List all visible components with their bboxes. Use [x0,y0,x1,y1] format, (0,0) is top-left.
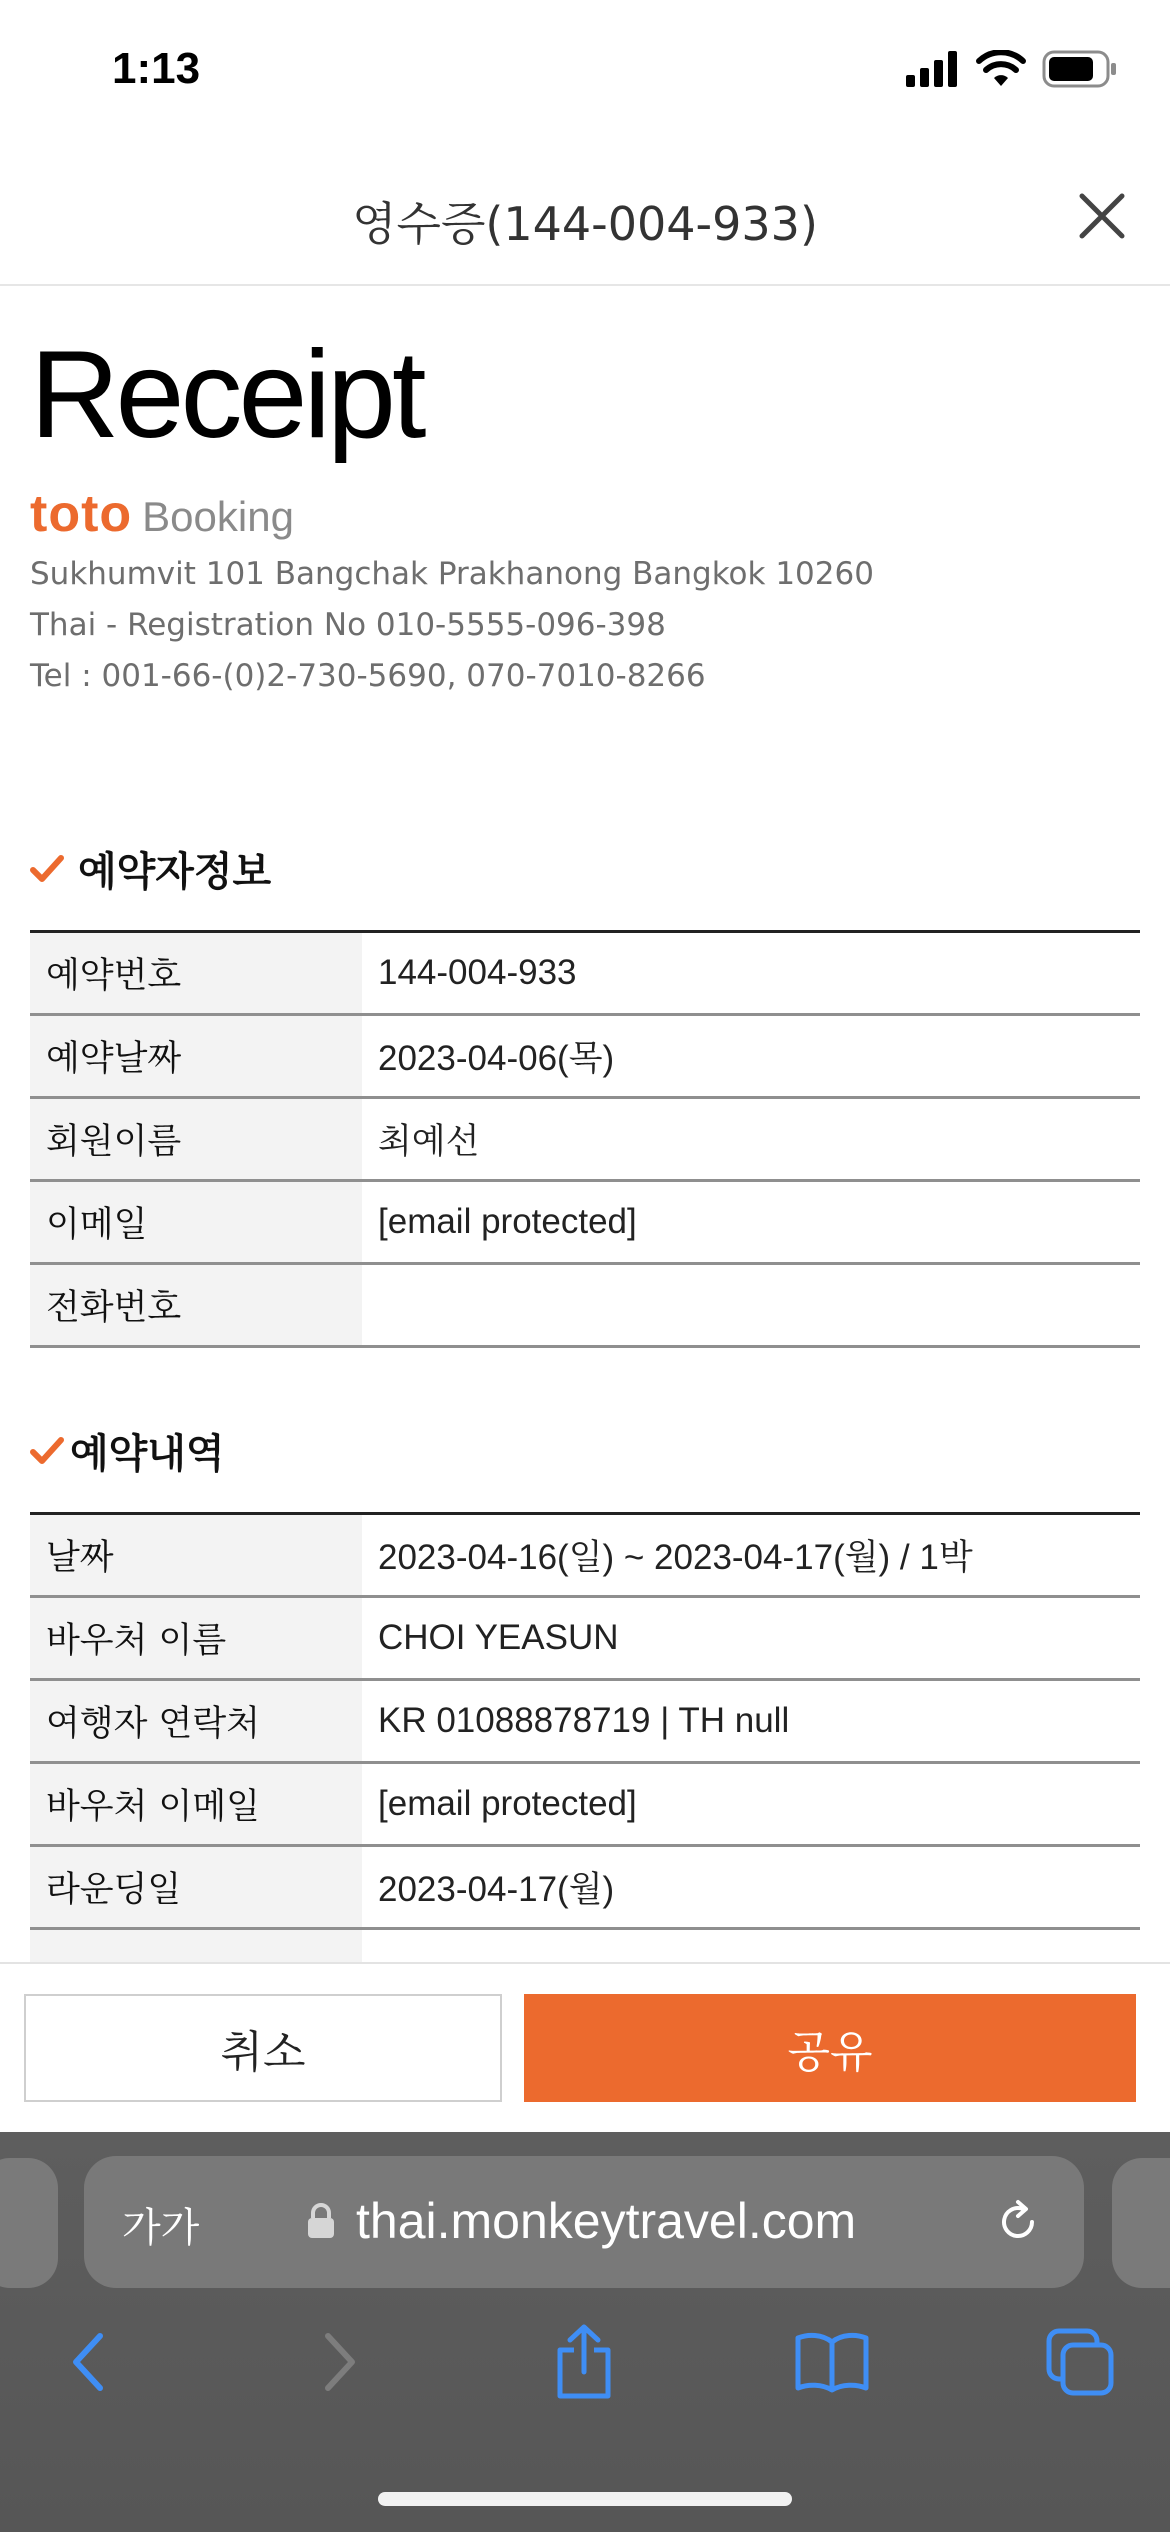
company-address: Sukhumvit 101 Bangchak Prakhanong Bangkok 10260 [30,556,874,592]
section-title-text: 예약자정보 [78,849,272,895]
row-value [362,1930,1140,1963]
text-size-button[interactable]: 가가 [122,2205,200,2251]
receipt-content[interactable] [0,288,1170,1963]
row-value: KR 01088878719 | TH null [378,1701,790,1740]
share-icon [552,2324,616,2400]
row-label: 전화번호 [30,1265,362,1345]
check-icon [30,854,64,884]
receipt-header [0,140,1170,286]
company-logo [30,484,294,544]
table-row [30,1930,1140,1963]
table-row [30,933,1140,1016]
row-value: 최예선 [378,1122,480,1161]
row-label: 바우처 이름 [30,1598,362,1678]
chevron-left-icon [66,2330,110,2394]
next-tab-peek[interactable] [1112,2158,1170,2288]
cancel-button[interactable]: 취소 [24,1994,502,2102]
previous-tab-peek[interactable] [0,2158,58,2288]
browser-toolbar [0,2132,1170,2532]
table-row [30,1681,1140,1764]
row-value: [email protected] [378,1202,637,1241]
receipt-title: Receipt [30,326,423,464]
row-value [362,1265,1140,1345]
row-label: 라운딩일 [30,1847,362,1927]
booker-info-table [30,930,1140,1348]
table-row [30,1764,1140,1847]
company-registration: Thai - Registration No 010-5555-096-398 [30,607,666,643]
table-row [30,1182,1140,1265]
share-button[interactable]: 공유 [524,1994,1136,2102]
row-label: 예약번호 [30,933,362,1013]
row-value: [email protected] [378,1784,637,1823]
lock-icon [306,2202,336,2240]
table-row [30,1515,1140,1598]
logo-text-booking: Booking [142,493,294,540]
table-row [30,1099,1140,1182]
home-indicator [378,2492,792,2506]
table-row [30,1016,1140,1099]
row-label: 날짜 [30,1515,362,1595]
row-label: 예약날짜 [30,1016,362,1096]
company-tel: Tel : 001-66-(0)2-730-5690, 070-7010-8266 [30,658,706,694]
close-icon [1074,188,1130,244]
url-text[interactable]: thai.monkeytravel.com [356,2193,857,2249]
wifi-icon [976,50,1026,88]
booking-details-section-title [30,1422,225,1479]
forward-button[interactable] [290,2312,390,2412]
row-label: 여행자 연락처 [30,1681,362,1761]
reload-icon[interactable] [992,2196,1044,2248]
browser-nav-bar [0,2312,1170,2432]
chevron-right-icon [318,2330,362,2394]
close-button[interactable] [1074,188,1130,244]
row-value: 144-004-933 [378,953,577,992]
booker-info-section-title [30,840,271,897]
check-icon [30,1436,64,1466]
battery-icon [1042,50,1118,88]
bookmarks-button[interactable] [782,2312,882,2412]
status-icons [906,50,1118,88]
address-bar[interactable] [84,2156,1084,2288]
booking-details-table [30,1512,1140,1963]
row-label: 이메일 [30,1182,362,1262]
action-bar [0,1962,1170,2132]
status-time: 1:13 [112,44,201,93]
share-sheet-button[interactable] [534,2312,634,2412]
row-value: 2023-04-16(일) ~ 2023-04-17(월) / 1박 [378,1538,973,1577]
row-label: 회원이름 [30,1099,362,1179]
tabs-icon [1045,2327,1115,2397]
tabs-button[interactable] [1030,2312,1130,2412]
row-value: CHOI YEASUN [378,1618,619,1657]
status-bar [0,0,1170,140]
row-value: 2023-04-17(월) [378,1870,615,1909]
row-value: 2023-04-06(목) [378,1039,615,1078]
table-row [30,1598,1140,1681]
cellular-signal-icon [906,51,960,87]
content-peek-strip [0,2118,1170,2132]
logo-text-toto: toto [30,485,133,543]
row-label [30,1930,362,1963]
row-label: 바우처 이메일 [30,1764,362,1844]
section-title-text: 예약내역 [70,1431,225,1477]
table-row [30,1847,1140,1930]
back-button[interactable] [38,2312,138,2412]
page-title: 영수증(144-004-933) [352,197,818,251]
table-row [30,1265,1140,1348]
book-icon [794,2330,870,2394]
